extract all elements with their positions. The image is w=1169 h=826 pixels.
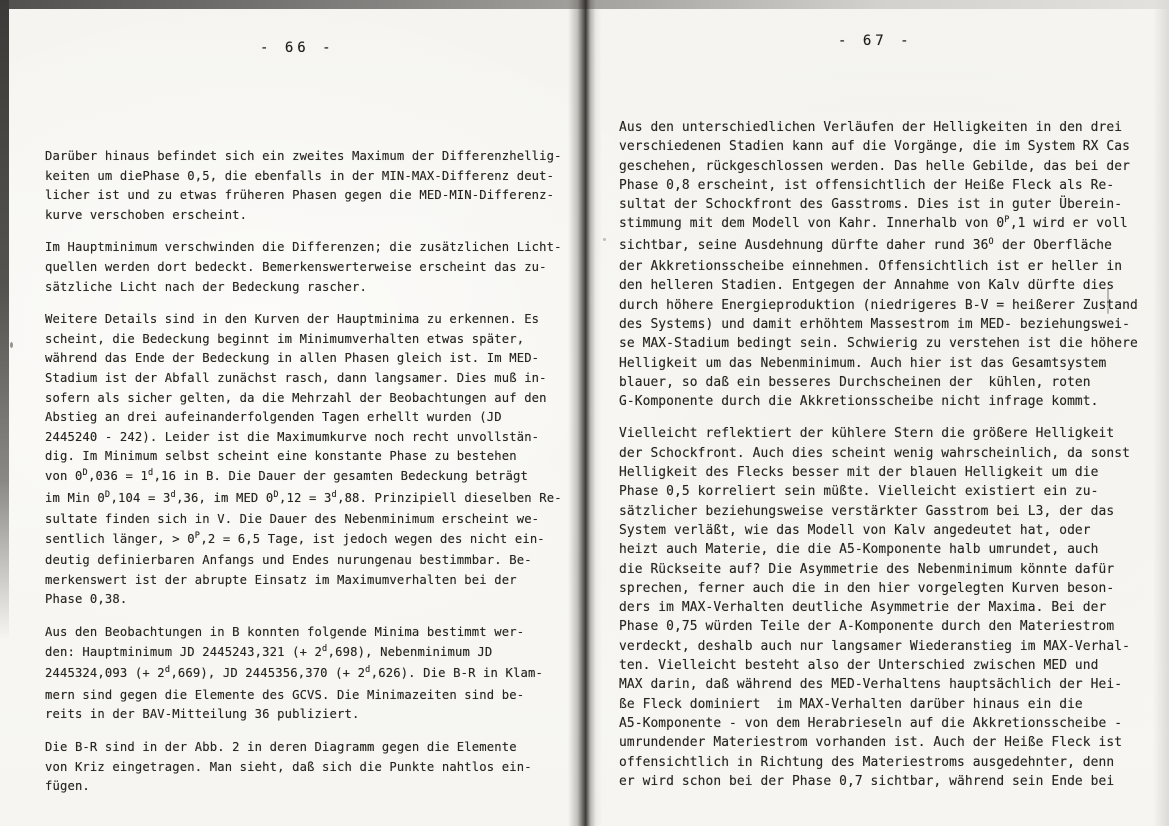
page-number-66: - 66 - xyxy=(260,40,335,56)
paragraph: Aus den Beobachtungen in B konnten folgende Minima bestimmt wer- den: Hauptminimum JD 2445243,321 (+ 2d,698), Nebenminimum JD 2445324,093 (+ 2d,669), JD 2445356,370 (+ 2d,626). Die B-R in Klam- mern sind gegen die Elemente des GCVS. Die Minimazeiten sind be- reits in der BAV-Mitteilung 36 publiziert. xyxy=(45,625,543,722)
page-66-text xyxy=(45,147,585,810)
paragraph: Weitere Details sind in den Kurven der Hauptminima zu erkennen. Es scheint, die Bedeckung beginnt im Minimumverhalten etwas später, während das Ende der Bedeckung in allen Phasen gleich ist. Im MED- Stadium ist der Abfall zunächst rasch, dann langsamer. Dies muß in- sofern als sicher gelten, da die Mehrzahl der Beobachtungen auf den Abstieg an drei aufeinanderfolgenden Tagen erhellt wurden (JD 2445240 - 242). Leider ist die Maximumkurve noch recht unvollstän- dig. Im Minimum selbst scheint eine konstante Phase zu bestehen von 0D,036 = 1d,16 in B. Die Dauer der gesamten Bedeckung beträgt im Min 0D,104 = 3d,36, im MED 0D,12 = 3d,88. Prinzipiell dieselben Re- sultate finden sich in V. Die Dauer des Nebenminimum erscheint we- sentlich länger, > 0P,2 = 6,5 Tage, ist jedoch wegen des nicht ein- deutig definierbaren Anfangs und Endes nurungenau bestimmbar. Be- merkenswert ist der abrupte Einsatz im Maximumverhalten bei der Phase 0,38. xyxy=(45,312,562,607)
paragraph: Aus den unterschiedlichen Verläufen der Helligkeiten in den drei verschiedenen Stadien kann auf die Vorgänge, die im System RX Cas geschehen, rückgeschlossen werden. Das helle Gebilde, das bei der Phase 0,8 erscheint, ist offensichtlich der Heiße Fleck als Re- sultat der Schockfront des Gasstroms. Dies ist in guter Überein- stimmung mit dem Modell von Kahr. Innerhalb von 0P,1 wird er voll sichtbar, seine Ausdehnung dürfte daher rund 36O der Oberfläche der Akkretionsscheibe einnehmen. Offensichtlich ist er heller in den helleren Stadien. Entgegen der Annahme von Kalv dürfte dies durch höhere Energieproduktion (niedrigeres B-V = heißerer Zustand des Systems) und damit erhöhtem Massestrom im MED- beziehungswei- se MAX-Stadium bedingt sein. Schwierig zu verstehen ist die höhere Helligkeit um das Nebenminimum. Auch hier ist das Gesamtsystem blauer, so daß ein besseres Durchscheinen der kühlen, roten G-Komponente durch die Akkretionsscheibe nicht infrage kommt. xyxy=(619,120,1138,410)
scan-edge-left xyxy=(0,0,9,640)
paragraph: Im Hauptminimum verschwinden die Differenzen; die zusätzlichen Licht- quellen werden dort bedeckt. Bemerkenswerterweise erscheint das zu- sätzliche Licht nach der Bedeckung rascher. xyxy=(45,240,562,294)
scan-speck xyxy=(10,342,13,348)
page-67-text xyxy=(619,118,1164,804)
paragraph: Darüber hinaus befindet sich ein zweites Maximum der Differenzhellig- keiten um diePhase 0,5, die ebenfalls in der MIN-MAX-Differenz deut- licher ist und zu etwas früheren Phasen gegen die MED-MIN-Differenz- kurve verschoben erscheint. xyxy=(45,149,562,222)
scan-speck xyxy=(603,238,606,241)
paragraph: Vielleicht reflektiert der kühlere Stern die größere Helligkeit der Schockfront. Auch dies scheint wenig wahrscheinlich, da sonst Helligkeit des Flecks besser mit der blauen Helligkeit um die Phase 0,5 korreliert sein müßte. Vielleicht existiert ein zu- sätzlicher beziehungsweise verstärkter Gasstrom bei L3, der das System verläßt, wie das Modell von Kalv angedeutet hat, oder heizt auch Materie, die die A5-Komponente halb umrundet, auch die Rückseite auf? Die Asymmetrie des Nebenminimum könnte dafür sprechen, ferner auch die in den hier vorgelegten Kurven beson- ders im MAX-Verhalten deutliche Asymmetrie der Maxima. Bei der Phase 0,75 würden Teile der A-Komponente durch den Materiestrom verdeckt, deshalb auch nur langsamer Wiederanstieg im MAX-Verhal- ten. Vielleicht besteht also der Unterschied zwischen MED und MAX darin, daß während des MED-Verhaltens hauptsächlich der Hei- ße Fleck dominiert im MAX-Verhalten darüber hinaus ein die A5-Komponente - von dem Herabrieseln auf die Akkretionsscheibe - umrundender Materiestrom vorhanden ist. Auch der Heiße Fleck ist offensichtlich in Richtung des Materiestroms ausgedehnter, denn er wird schon bei der Phase 0,7 sichtbar, während sein Ende bei xyxy=(619,426,1130,789)
paragraph: Die B-R sind in der Abb. 2 in deren Diagramm gegen die Elemente von Kriz eingetragen. Man sieht, daß sich die Punkte nahtlos ein- fügen. xyxy=(45,740,532,794)
page-number-67: - 67 - xyxy=(838,33,913,49)
